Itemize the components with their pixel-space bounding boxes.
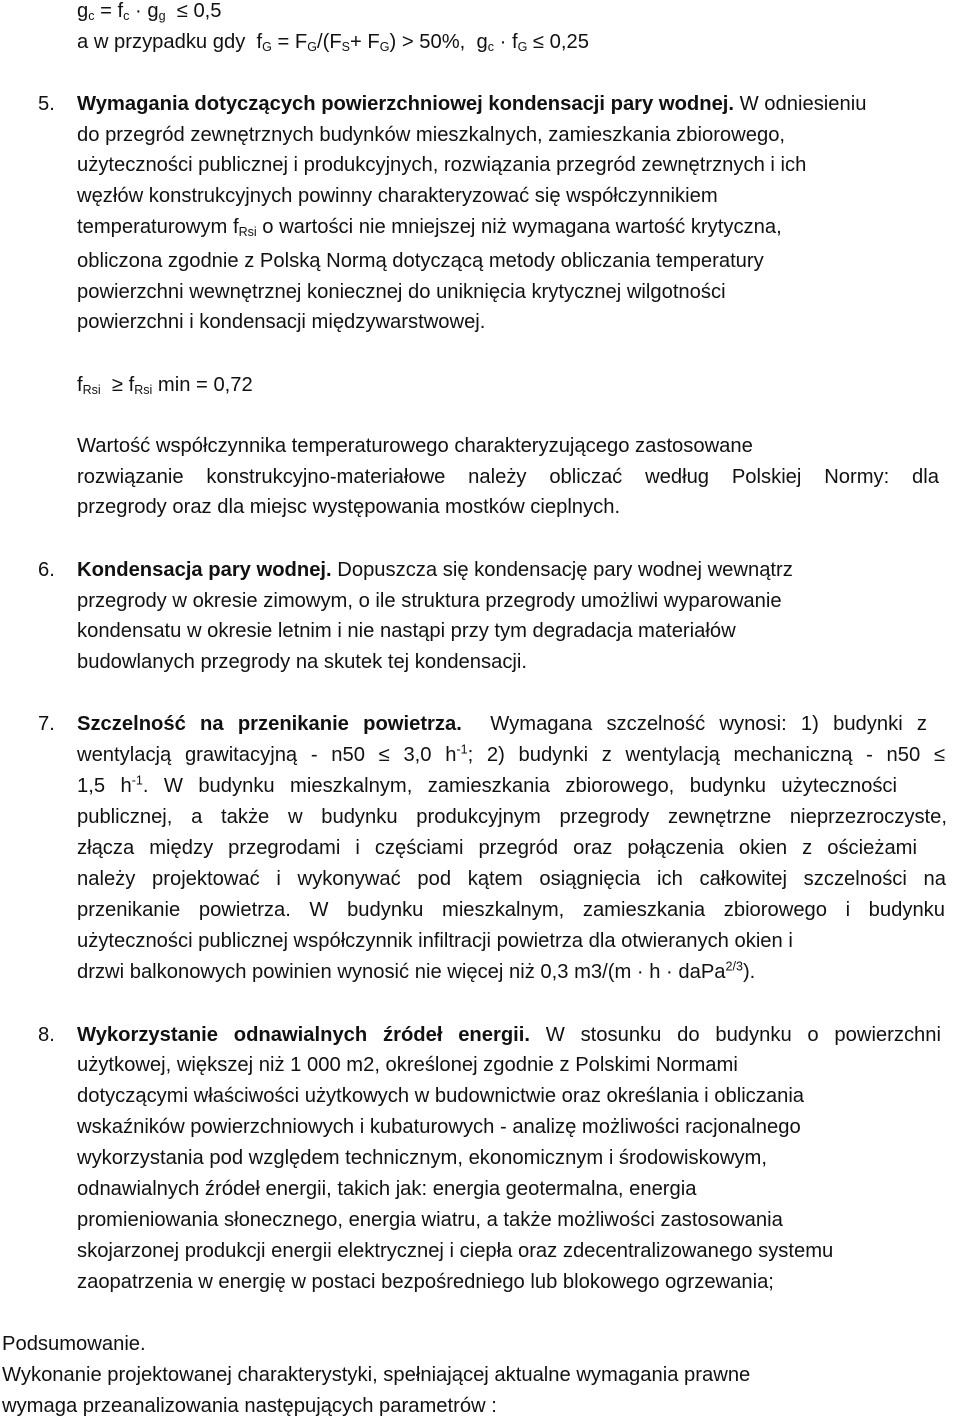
section-5-line-5: temperaturowym $f_{Rsi}$ o wartości nie mniejszej niż wymagana wartość krytyczna, <box>77 216 782 240</box>
section-8-line-5: wykorzystania pod względem technicznym, ekonomicznym i środowiskowym, <box>77 1147 767 1169</box>
section-8-line-1: Wykorzystanie odnawialnych źródeł energii. W stosunku do budynku o powierzchni <box>77 1024 942 1046</box>
summary-heading: Podsumowanie. <box>2 1333 146 1355</box>
section-7-title: Szczelność na przenikanie powietrza. <box>77 713 462 735</box>
section-8-line-7: promieniowania słonecznego, energia wiatru, a także możliwości zastosowania <box>77 1209 783 1231</box>
section-8-line-9: zaopatrzenia w energię w postaci bezpośredniego lub blokowego ogrzewania; <box>77 1271 774 1293</box>
formula-gc: $g_c = f_c \cdot g_g \le 0,5$ <box>77 0 222 24</box>
section-7-line-5: złącza między przegrodami i częściami przegród oraz połączenia okien z ościeżami <box>77 837 917 859</box>
section-7-line-7: przenikanie powietrza. W budynku mieszkalnym, zamieszkania zbiorowego i budynku <box>77 899 945 921</box>
section-8-title: Wykorzystanie odnawialnych źródeł energii. <box>77 1024 530 1046</box>
formula-frsi: $f_{Rsi} \ge f_{Rsi}$ min = 0,72 <box>77 374 253 398</box>
section-5-para2-line-2: rozwiązanie konstrukcyjno-materiałowe należy obliczać według Polskiej Normy: dla <box>77 466 939 488</box>
section-5-line-8: powierzchni i kondensacji międzywarstwowej. <box>77 311 486 333</box>
section-5-number: 5. <box>38 93 55 115</box>
section-5-title: Wymagania dotyczących powierzchniowej kondensacji pary wodnej. <box>77 93 735 115</box>
summary-line-1: Wykonanie projektowanej charakterystyki, spełniającej aktualne wymagania prawne <box>2 1364 751 1386</box>
section-5-line-7: powierzchni wewnętrznej koniecznej do uniknięcia krytycznej wilgotności <box>77 281 726 303</box>
section-6-line-3: kondensatu w okresie letnim i nie nastąpi przy tym degradacja materiałów <box>77 620 736 642</box>
section-8-line-4: wskaźników powierzchniowych i kubaturowych - analizę możliwości racjonalnego <box>77 1116 801 1138</box>
section-7-line-1: Szczelność na przenikanie powietrza. Wymagana szczelność wynosi: 1) budynki z <box>77 713 928 735</box>
section-5-para2-line-1: Wartość współczynnika temperaturowego charakteryzującego zastosowane <box>77 435 753 457</box>
section-5-line-4: węzłów konstrukcyjnych powinny charakteryzować się współczynnikiem <box>77 185 718 207</box>
section-7-line-9: drzwi balkonowych powinien wynosić nie więcej niż 0,3 m3/(m · h · daPa$^{2/3}$). <box>77 959 756 983</box>
section-6-number: 6. <box>38 559 55 581</box>
section-8-line-2: użytkowej, większej niż 1 000 m2, określonej zgodnie z Polskimi Normami <box>77 1054 738 1076</box>
section-7-line-3: 1,5 $h^{-1}$. W budynku mieszkalnym, zamieszkania zbiorowego, budynku użyteczności <box>77 773 897 797</box>
section-8-line-8: skojarzonej produkcji energii elektrycznej i ciepła oraz zdecentralizowanego systemu <box>77 1240 834 1262</box>
section-7-line-8: użyteczności publicznej współczynnik infiltracji powietrza dla otwieranych okien i <box>77 930 793 952</box>
section-7-line-6: należy projektować i wykonywać pod kątem osiągnięcia ich całkowitej szczelności na <box>77 868 946 890</box>
summary-line-2: wymaga przeanalizowania następujących parametrów : <box>2 1395 497 1417</box>
section-8-number: 8. <box>38 1024 55 1046</box>
section-6-title: Kondensacja pary wodnej. <box>77 559 332 581</box>
section-6-line-2: przegrody w okresie zimowym, o ile struktura przegrody umożliwi wyparowanie <box>77 590 782 612</box>
section-5-line-1: Wymagania dotyczących powierzchniowej kondensacji pary wodnej. W odniesieniu <box>77 93 867 115</box>
section-7-number: 7. <box>38 713 55 735</box>
formula-condition: a w przypadku gdy $f_G = F_G/(F_S+ F_G) > 50\%$, $g_c \cdot f_G \le 0,25$ <box>77 31 589 55</box>
section-6-line-4: budowlanych przegrody na skutek tej kondensacji. <box>77 651 527 673</box>
section-5-line-6: obliczona zgodnie z Polską Normą dotyczącą metody obliczania temperatury <box>77 250 764 272</box>
section-7-line-4: publicznej, a także w budynku produkcyjnym przegrody zewnętrzne nieprzezroczyste, <box>77 806 947 828</box>
section-8-line-3: dotyczącymi właściwości użytkowych w budownictwie oraz określania i obliczania <box>77 1085 805 1107</box>
section-7-line-2: wentylacją grawitacyjną - n50 ≤ 3,0 $h^{-1}$; 2) budynki z wentylacją mechaniczną - n50 ≤ <box>77 742 946 766</box>
section-8-line-6: odnawialnych źródeł energii, takich jak: energia geotermalna, energia <box>77 1178 697 1200</box>
section-6-line-1: Kondensacja pary wodnej. Dopuszcza się kondensację pary wodnej wewnątrz <box>77 559 793 581</box>
section-5-para2-line-3: przegrody oraz dla miejsc występowania mostków cieplnych. <box>77 496 621 518</box>
section-5-line-2: do przegród zewnętrznych budynków mieszkalnych, zamieszkania zbiorowego, <box>77 124 786 146</box>
section-5-line-3: użyteczności publicznej i produkcyjnych, rozwiązania przegród zewnętrznych i ich <box>77 154 807 176</box>
